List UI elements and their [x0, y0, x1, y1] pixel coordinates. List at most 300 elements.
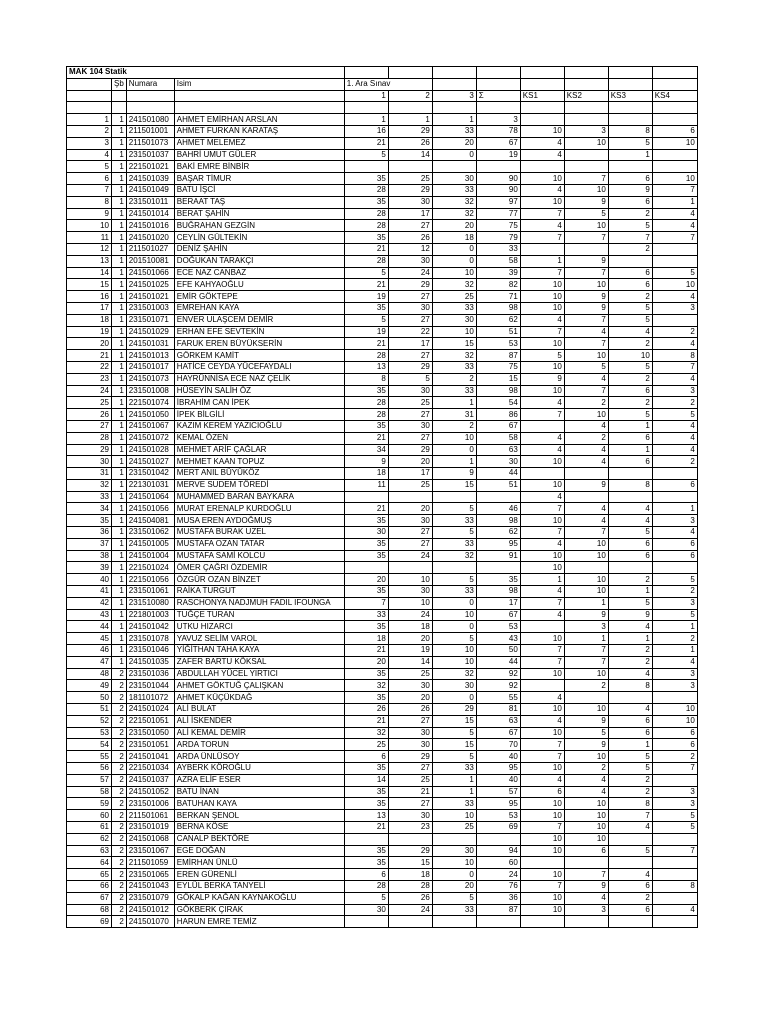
student-number: 241501012: [126, 904, 174, 916]
ks1-score: 10: [520, 173, 564, 185]
ks2-score: [564, 114, 608, 126]
ks4-score: 7: [652, 184, 697, 196]
q2-score: 27: [388, 538, 432, 550]
table-row: [67, 385, 698, 397]
section: 1: [112, 597, 127, 609]
table-row: [67, 786, 698, 798]
row-index: 66: [67, 880, 112, 892]
row-index: 11: [67, 232, 112, 244]
student-name: BERAAT TAŞ: [174, 196, 344, 208]
total-score: [476, 491, 520, 503]
ks4-score: 8: [652, 350, 697, 362]
table-row: [67, 291, 698, 303]
total-score: 53: [476, 810, 520, 822]
ks3-score: 9: [608, 184, 652, 196]
ks3-score: 2: [608, 574, 652, 586]
total-score: 77: [476, 208, 520, 220]
ks4-score: 6: [652, 727, 697, 739]
ks3-score: 6: [608, 196, 652, 208]
q3-score: 10: [432, 810, 476, 822]
ks2-score: [564, 491, 608, 503]
ks1-score: 4: [520, 538, 564, 550]
student-number: 231501003: [126, 302, 174, 314]
table-row: [67, 515, 698, 527]
ks4-score: 6: [652, 125, 697, 137]
table-row: [67, 373, 698, 385]
row-index: 67: [67, 892, 112, 904]
q1-score: 11: [344, 479, 388, 491]
ks2-score: 6: [564, 845, 608, 857]
total-score: [476, 161, 520, 173]
table-row: [67, 880, 698, 892]
section: 2: [112, 739, 127, 751]
total-score: 71: [476, 291, 520, 303]
ks3-score: 2: [608, 338, 652, 350]
ks1-score: [520, 420, 564, 432]
row-index: 10: [67, 220, 112, 232]
row-index: 69: [67, 916, 112, 928]
section: 1: [112, 621, 127, 633]
ks3-score: 6: [608, 267, 652, 279]
q3-score: 33: [432, 586, 476, 598]
section: 1: [112, 137, 127, 149]
table-row: [67, 314, 698, 326]
q1-score: 32: [344, 727, 388, 739]
table-row: [67, 609, 698, 621]
ks4-score: 1: [652, 645, 697, 657]
ks1-score: 10: [520, 668, 564, 680]
total-score: 97: [476, 196, 520, 208]
ks1-score: [520, 857, 564, 869]
row-index: 24: [67, 385, 112, 397]
table-row: [67, 184, 698, 196]
ks1-score: 7: [520, 822, 564, 834]
ks2-score: 2: [564, 397, 608, 409]
section: 1: [112, 479, 127, 491]
row-index: 7: [67, 184, 112, 196]
ks3-score: 1: [608, 739, 652, 751]
ks2-score: [564, 692, 608, 704]
ks4-score: 5: [652, 574, 697, 586]
q1-score: 5: [344, 149, 388, 161]
header-numara: Numara: [126, 78, 174, 90]
q2-score: [388, 491, 432, 503]
section: 1: [112, 656, 127, 668]
row-index: 28: [67, 432, 112, 444]
row-index: 52: [67, 715, 112, 727]
q3-score: 5: [432, 751, 476, 763]
q2-score: 24: [388, 267, 432, 279]
student-name: AHMET KÜÇÜKDAĞ: [174, 692, 344, 704]
student-number: 241501039: [126, 173, 174, 185]
total-score: 62: [476, 314, 520, 326]
ks4-score: [652, 774, 697, 786]
q1-score: 28: [344, 409, 388, 421]
q1-score: 35: [344, 538, 388, 550]
subheader-ks2: KS2: [564, 90, 608, 102]
ks1-score: 10: [520, 550, 564, 562]
ks3-score: 8: [608, 798, 652, 810]
table-row: [67, 444, 698, 456]
q3-score: 32: [432, 279, 476, 291]
student-number: 241501013: [126, 350, 174, 362]
ks3-score: [608, 562, 652, 574]
section: 1: [112, 444, 127, 456]
table-row: [67, 574, 698, 586]
ks3-score: 2: [608, 656, 652, 668]
title-row: [67, 67, 698, 79]
row-index: 58: [67, 786, 112, 798]
ks3-score: 2: [608, 291, 652, 303]
ks1-score: 10: [520, 291, 564, 303]
ks4-score: 2: [652, 326, 697, 338]
row-index: 51: [67, 704, 112, 716]
q2-score: 12: [388, 243, 432, 255]
ks2-score: 1: [564, 633, 608, 645]
ks4-score: 1: [652, 621, 697, 633]
q1-score: 32: [344, 680, 388, 692]
table-row: [67, 173, 698, 185]
section: 2: [112, 727, 127, 739]
total-score: 43: [476, 633, 520, 645]
section: 1: [112, 550, 127, 562]
row-index: 50: [67, 692, 112, 704]
row-index: 5: [67, 161, 112, 173]
q2-score: 27: [388, 314, 432, 326]
ks3-score: 10: [608, 350, 652, 362]
row-index: 14: [67, 267, 112, 279]
ks3-score: 4: [608, 704, 652, 716]
ks3-score: 5: [608, 763, 652, 775]
q3-score: 15: [432, 338, 476, 350]
ks4-score: 2: [652, 397, 697, 409]
q2-score: 18: [388, 621, 432, 633]
student-number: 241501028: [126, 444, 174, 456]
ks4-score: 3: [652, 597, 697, 609]
q3-score: 5: [432, 503, 476, 515]
ks2-score: 9: [564, 196, 608, 208]
ks2-score: 7: [564, 869, 608, 881]
student-name: AYBERK KÖROĞLU: [174, 763, 344, 775]
ks2-score: [564, 562, 608, 574]
ks4-score: [652, 833, 697, 845]
q3-score: 9: [432, 468, 476, 480]
student-name: BATU İŞCİ: [174, 184, 344, 196]
header-sb: Şb: [112, 78, 127, 90]
row-index: 62: [67, 833, 112, 845]
student-number: 241501020: [126, 232, 174, 244]
q3-score: 33: [432, 361, 476, 373]
row-index: 56: [67, 763, 112, 775]
q2-score: 26: [388, 892, 432, 904]
ks3-score: 6: [608, 279, 652, 291]
student-number: 231501011: [126, 196, 174, 208]
total-score: 87: [476, 350, 520, 362]
table-row: [67, 491, 698, 503]
q3-score: 1: [432, 397, 476, 409]
ks3-score: 2: [608, 786, 652, 798]
section: 1: [112, 255, 127, 267]
row-index: 23: [67, 373, 112, 385]
ks2-score: [564, 149, 608, 161]
ks1-score: 10: [520, 763, 564, 775]
subheader-sum: Σ: [476, 90, 520, 102]
section: 2: [112, 822, 127, 834]
total-score: 81: [476, 704, 520, 716]
ks2-score: 7: [564, 314, 608, 326]
student-number: 231501051: [126, 739, 174, 751]
student-name: AHMET EMİRHAN ARSLAN: [174, 114, 344, 126]
q2-score: [388, 562, 432, 574]
q1-score: 8: [344, 373, 388, 385]
total-score: 86: [476, 409, 520, 421]
total-score: 94: [476, 845, 520, 857]
section: 1: [112, 397, 127, 409]
table-row: [67, 279, 698, 291]
section: 2: [112, 680, 127, 692]
ks4-score: 4: [652, 527, 697, 539]
section: 2: [112, 857, 127, 869]
q2-score: 10: [388, 574, 432, 586]
ks3-score: 6: [608, 432, 652, 444]
student-name: AHMET FURKAN KARATAŞ: [174, 125, 344, 137]
header-isim: Isim: [174, 78, 344, 90]
ks4-score: 1: [652, 503, 697, 515]
ks2-score: [564, 243, 608, 255]
q2-score: 5: [388, 373, 432, 385]
q2-score: 25: [388, 774, 432, 786]
ks1-score: 4: [520, 149, 564, 161]
ks1-score: 4: [520, 432, 564, 444]
q3-score: 33: [432, 763, 476, 775]
student-number: 211501001: [126, 125, 174, 137]
ks1-score: 7: [520, 503, 564, 515]
ks2-score: 7: [564, 173, 608, 185]
ks1-score: [520, 243, 564, 255]
student-name: ERHAN EFE SEVTEKİN: [174, 326, 344, 338]
q3-score: 20: [432, 220, 476, 232]
ks1-score: 4: [520, 715, 564, 727]
table-row: [67, 727, 698, 739]
student-number: 241501027: [126, 456, 174, 468]
table-row: [67, 137, 698, 149]
q3-score: 10: [432, 609, 476, 621]
student-number: 211501061: [126, 810, 174, 822]
table-row: [67, 409, 698, 421]
header-row: [67, 78, 698, 90]
ks4-score: 7: [652, 361, 697, 373]
ks2-score: 10: [564, 668, 608, 680]
student-name: EMİR GÖKTEPE: [174, 291, 344, 303]
ks2-score: 2: [564, 680, 608, 692]
q2-score: 1: [388, 114, 432, 126]
student-number: 241501031: [126, 338, 174, 350]
ks1-score: 10: [520, 727, 564, 739]
student-name: DOĞUKAN TARAKÇI: [174, 255, 344, 267]
q2-score: 20: [388, 456, 432, 468]
q3-score: 10: [432, 326, 476, 338]
q2-score: 24: [388, 904, 432, 916]
ks3-score: 6: [608, 385, 652, 397]
q3-score: 1: [432, 456, 476, 468]
ks2-score: [564, 857, 608, 869]
q3-score: 5: [432, 574, 476, 586]
table-row: [67, 527, 698, 539]
ks3-score: 5: [608, 314, 652, 326]
ks2-score: 1: [564, 597, 608, 609]
q1-score: 35: [344, 586, 388, 598]
q3-score: 5: [432, 892, 476, 904]
ks3-score: [608, 161, 652, 173]
q1-score: 7: [344, 597, 388, 609]
ks4-score: [652, 114, 697, 126]
ks2-score: 7: [564, 527, 608, 539]
q1-score: 16: [344, 125, 388, 137]
student-number: 231501067: [126, 845, 174, 857]
section: 1: [112, 503, 127, 515]
student-name: YAVUZ SELİM VAROL: [174, 633, 344, 645]
section: 1: [112, 243, 127, 255]
q3-score: 0: [432, 243, 476, 255]
q1-score: 35: [344, 798, 388, 810]
q2-score: 17: [388, 468, 432, 480]
student-name: GÖKALP KAĞAN KAYNAKOĞLU: [174, 892, 344, 904]
total-score: 87: [476, 904, 520, 916]
table-row: [67, 857, 698, 869]
q1-score: 35: [344, 302, 388, 314]
q1-score: 5: [344, 314, 388, 326]
ks2-score: 10: [564, 833, 608, 845]
q1-score: 25: [344, 739, 388, 751]
table-row: [67, 232, 698, 244]
ks1-score: 10: [520, 704, 564, 716]
student-name: ÖMER ÇAĞRI ÖZDEMİR: [174, 562, 344, 574]
table-row: [67, 479, 698, 491]
total-score: 75: [476, 361, 520, 373]
ks4-score: 5: [652, 267, 697, 279]
student-number: 241501042: [126, 621, 174, 633]
ks1-score: 10: [520, 338, 564, 350]
student-name: EFE KAHYAOĞLU: [174, 279, 344, 291]
ks4-score: 1: [652, 196, 697, 208]
q1-score: 21: [344, 503, 388, 515]
total-score: 51: [476, 479, 520, 491]
q3-score: 5: [432, 727, 476, 739]
ks4-score: 8: [652, 880, 697, 892]
table-row: [67, 633, 698, 645]
ks1-score: 7: [520, 409, 564, 421]
spacer-row: [67, 102, 698, 114]
table-row: [67, 255, 698, 267]
q3-score: 30: [432, 845, 476, 857]
table-row: [67, 751, 698, 763]
table-row: [67, 338, 698, 350]
subheader-ks4: KS4: [652, 90, 697, 102]
q1-score: 33: [344, 609, 388, 621]
q2-score: 25: [388, 668, 432, 680]
row-index: 46: [67, 645, 112, 657]
ks2-score: 10: [564, 586, 608, 598]
ks1-score: 10: [520, 196, 564, 208]
q2-score: 17: [388, 338, 432, 350]
ks2-score: 10: [564, 409, 608, 421]
total-score: 67: [476, 420, 520, 432]
ks3-score: 7: [608, 810, 652, 822]
row-index: 19: [67, 326, 112, 338]
total-score: 33: [476, 243, 520, 255]
q3-score: 1: [432, 786, 476, 798]
q3-score: 33: [432, 385, 476, 397]
ks2-score: [564, 161, 608, 173]
table-row: [67, 656, 698, 668]
q1-score: 28: [344, 397, 388, 409]
student-name: MEHMET KAAN TOPUZ: [174, 456, 344, 468]
ks1-score: 9: [520, 373, 564, 385]
section: 2: [112, 892, 127, 904]
section: 1: [112, 302, 127, 314]
table-row: [67, 397, 698, 409]
q1-score: 28: [344, 350, 388, 362]
q3-score: 15: [432, 739, 476, 751]
q1-score: 35: [344, 232, 388, 244]
q1-score: 34: [344, 444, 388, 456]
student-name: MEHMET ARİF ÇAĞLAR: [174, 444, 344, 456]
student-name: GÖKBERK ÇIRAK: [174, 904, 344, 916]
total-score: 57: [476, 786, 520, 798]
student-name: GÖRKEM KAMİT: [174, 350, 344, 362]
total-score: 36: [476, 892, 520, 904]
row-index: 39: [67, 562, 112, 574]
ks4-score: [652, 857, 697, 869]
section: 1: [112, 574, 127, 586]
row-index: 12: [67, 243, 112, 255]
ks4-score: 4: [652, 420, 697, 432]
ks3-score: 6: [608, 173, 652, 185]
ks4-score: 3: [652, 515, 697, 527]
section: 1: [112, 291, 127, 303]
ks1-score: [520, 114, 564, 126]
student-number: 241501072: [126, 432, 174, 444]
ks4-score: [652, 916, 697, 928]
ks4-score: 6: [652, 739, 697, 751]
section: 1: [112, 633, 127, 645]
q2-score: 28: [388, 880, 432, 892]
ks1-score: 6: [520, 786, 564, 798]
section: 1: [112, 314, 127, 326]
ks3-score: 2: [608, 774, 652, 786]
student-number: 241501056: [126, 503, 174, 515]
ks2-score: 10: [564, 704, 608, 716]
ks4-score: 4: [652, 444, 697, 456]
q2-score: 24: [388, 609, 432, 621]
ks3-score: 1: [608, 149, 652, 161]
student-number: 241501050: [126, 409, 174, 421]
student-name: YİĞİTHAN TAHA KAYA: [174, 645, 344, 657]
section: 1: [112, 361, 127, 373]
table-row: [67, 645, 698, 657]
section: 1: [112, 279, 127, 291]
ks3-score: [608, 255, 652, 267]
student-name: DENİZ ŞAHİN: [174, 243, 344, 255]
student-name: ALİ BULAT: [174, 704, 344, 716]
row-index: 68: [67, 904, 112, 916]
q3-score: 33: [432, 125, 476, 137]
table-row: [67, 562, 698, 574]
ks2-score: 5: [564, 208, 608, 220]
ks2-score: 10: [564, 798, 608, 810]
q1-score: 21: [344, 645, 388, 657]
section: 2: [112, 763, 127, 775]
